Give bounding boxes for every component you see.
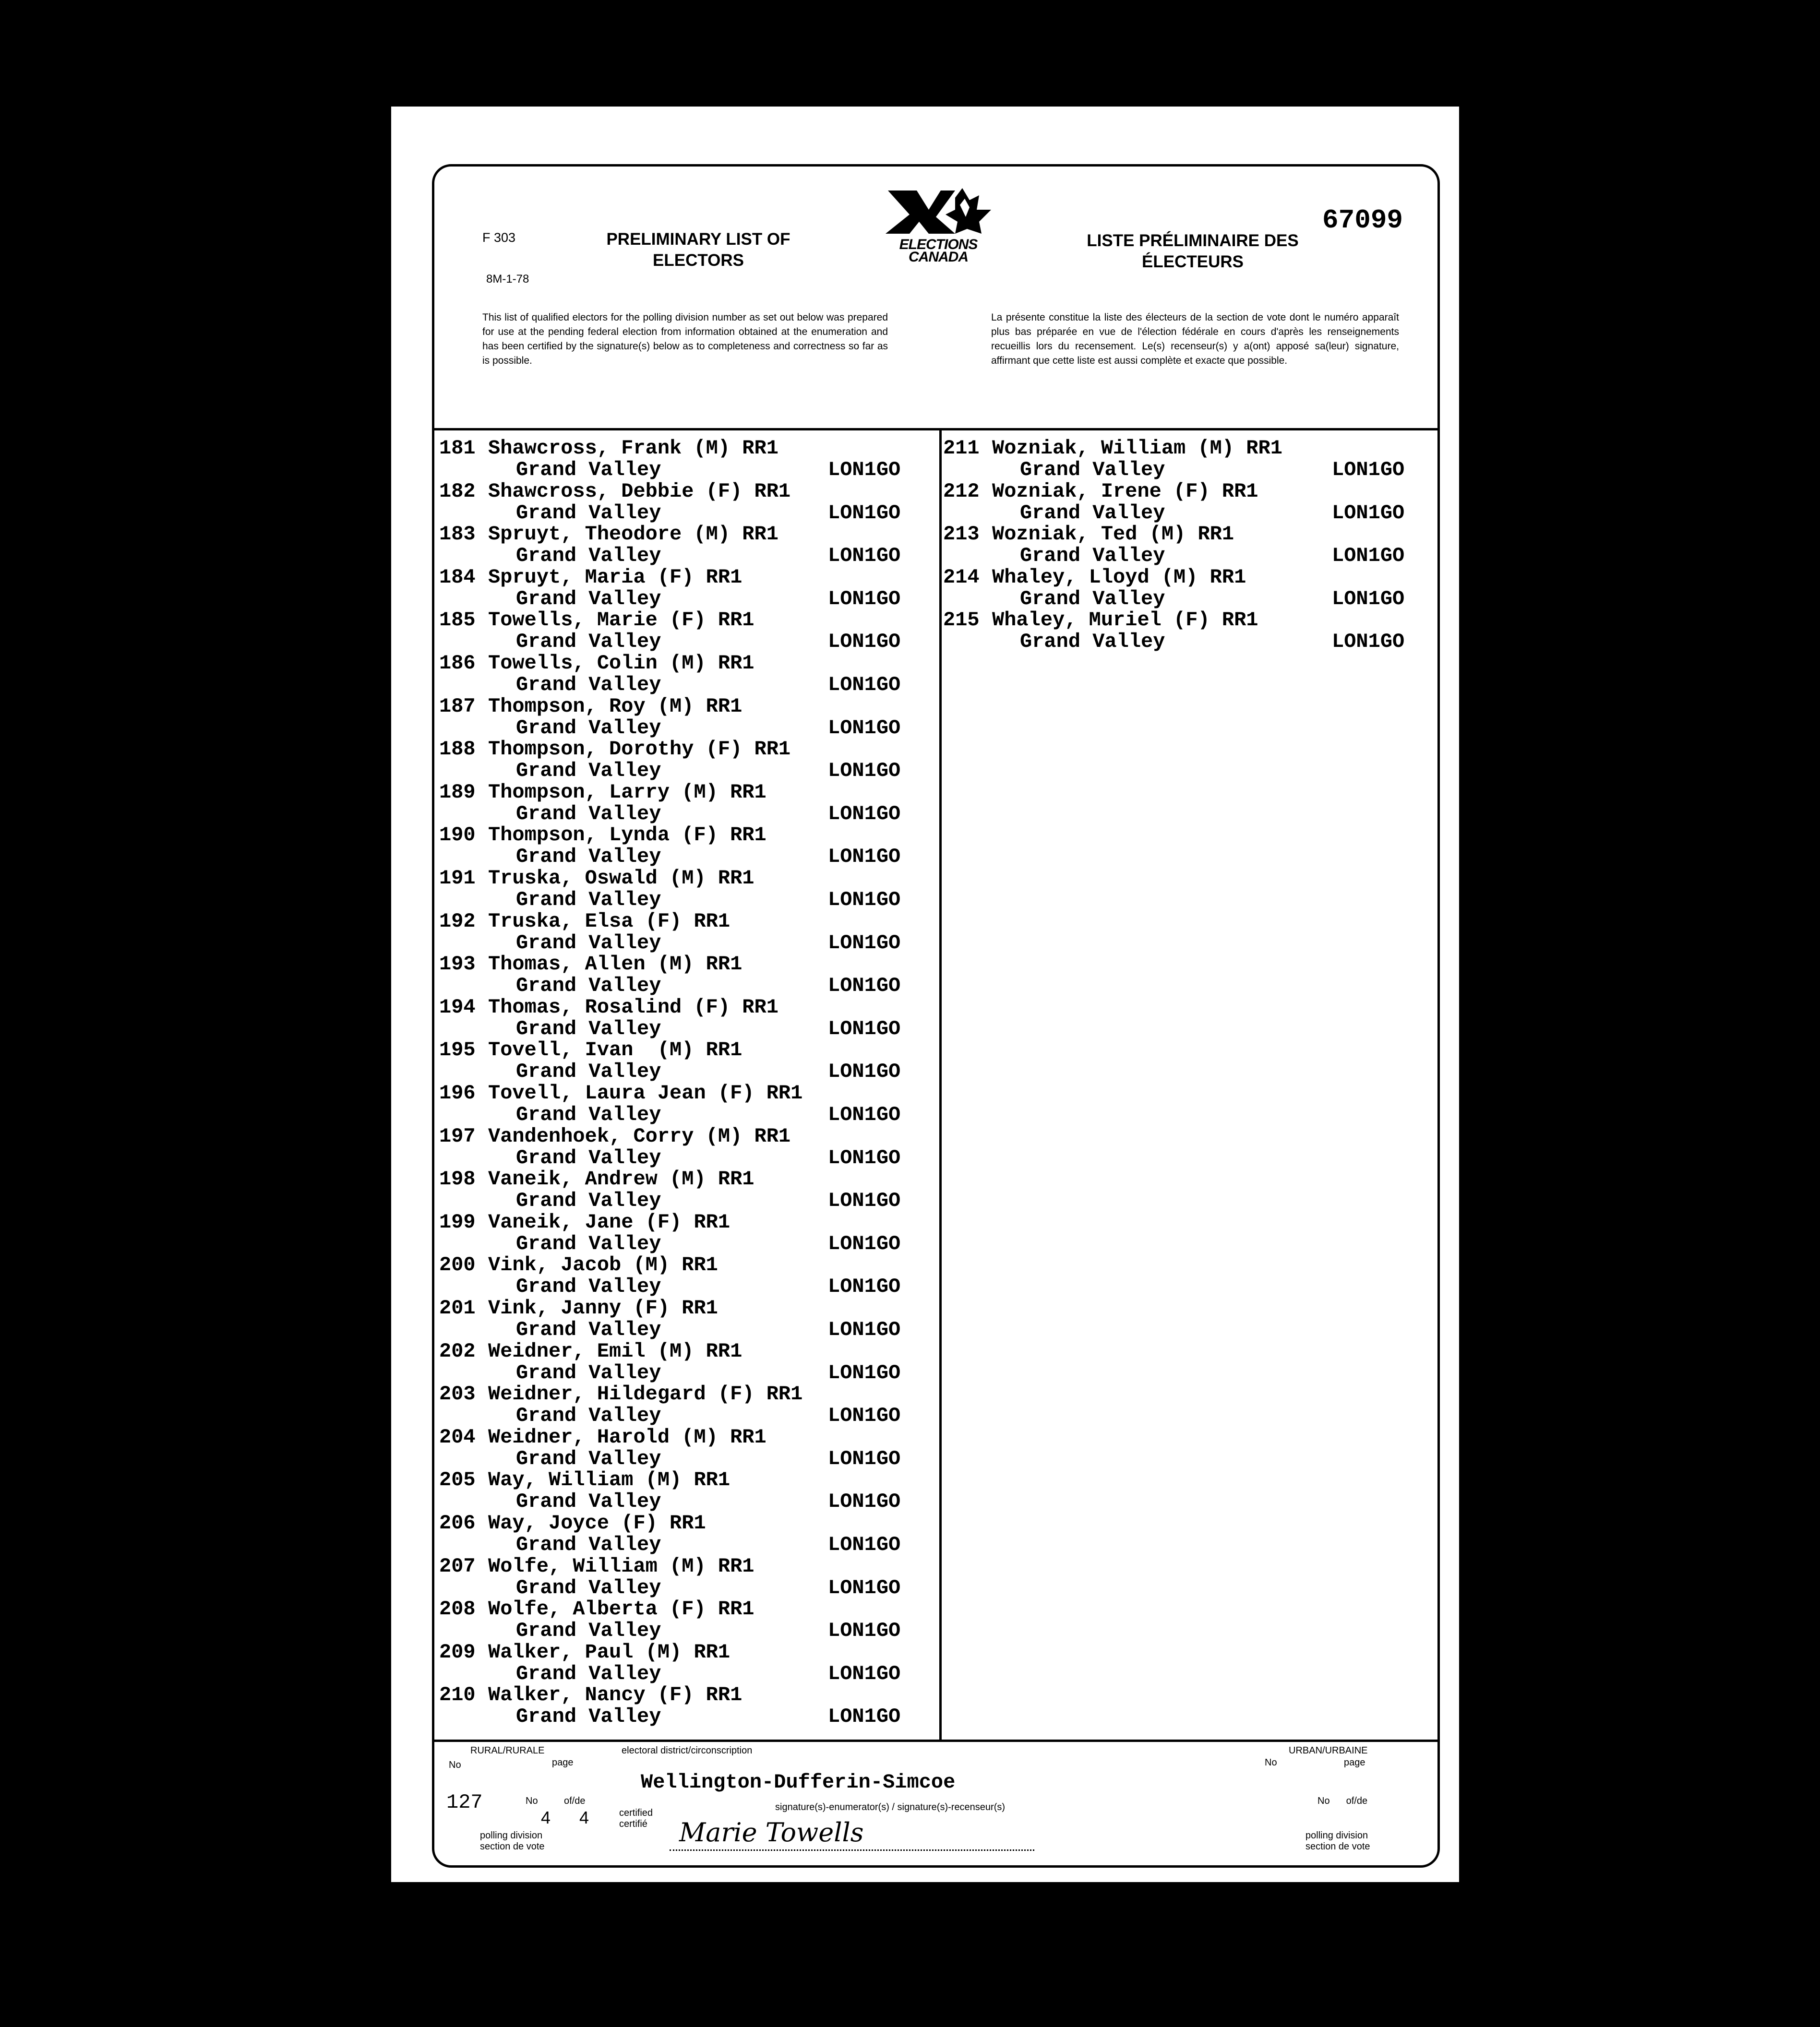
elector-locality: Grand Valley	[516, 1232, 661, 1255]
elector-locality: Grand Valley	[516, 974, 661, 998]
elector-locality: Grand Valley	[516, 1490, 661, 1514]
elector-address	[439, 846, 661, 868]
elector-entry	[439, 739, 790, 760]
elector-name: Thomas, Allen (M) RR1	[488, 953, 742, 976]
elector-number: 195	[439, 1038, 476, 1062]
elector-number: 214	[943, 565, 980, 589]
certifie-label: certifié	[619, 1819, 647, 1829]
district-label: electoral district/circonscription	[622, 1745, 753, 1756]
elector-name: Walker, Paul (M) RR1	[488, 1640, 730, 1664]
elector-locality: Grand Valley	[516, 1060, 661, 1084]
elector-address	[439, 674, 661, 696]
elector-entry	[943, 524, 1234, 545]
elector-number: 213	[943, 523, 980, 546]
elector-address	[439, 1233, 661, 1255]
elector-number: 189	[439, 780, 476, 804]
elector-entry	[439, 1556, 754, 1577]
title-fr-line1: LISTE PRÉLIMINAIRE DES	[1087, 231, 1299, 250]
elector-address	[439, 932, 661, 954]
logo-text-line1: ELECTIONS	[899, 237, 978, 252]
elector-number: 201	[439, 1297, 476, 1320]
elector-locality: Grand Valley	[516, 1662, 661, 1685]
elector-locality: Grand Valley	[516, 1447, 661, 1470]
elector-name: Truska, Elsa (F) RR1	[488, 909, 730, 933]
elector-address	[439, 1104, 661, 1126]
elector-postal-code: LON1GO	[828, 802, 901, 825]
elector-entry	[439, 1169, 754, 1190]
elector-number: 186	[439, 652, 476, 675]
elector-entry	[943, 567, 1246, 588]
elector-number: 181	[439, 437, 476, 460]
urban-page-label: page	[1344, 1757, 1365, 1768]
elector-locality: Grand Valley	[516, 1189, 661, 1213]
elector-number: 185	[439, 608, 476, 632]
elector-postal-code: LON1GO	[828, 1361, 901, 1384]
elector-entry	[439, 1684, 742, 1706]
elector-locality: Grand Valley	[516, 630, 661, 654]
elector-address	[439, 1190, 661, 1212]
elector-postal-code: LON1GO	[828, 974, 901, 998]
elector-locality: Grand Valley	[516, 888, 661, 911]
elector-number: 208	[439, 1598, 476, 1621]
elector-number: 193	[439, 953, 476, 976]
elector-postal-code: LON1GO	[828, 501, 901, 525]
elector-address	[943, 545, 1165, 567]
elector-postal-code: LON1GO	[828, 931, 901, 954]
elector-number: 210	[439, 1683, 476, 1707]
elector-entry	[439, 653, 754, 674]
elector-entry	[439, 609, 754, 631]
elector-postal-code: LON1GO	[828, 1103, 901, 1126]
elector-entry	[439, 868, 754, 889]
elector-entry	[943, 609, 1258, 631]
elector-locality: Grand Valley	[516, 1576, 661, 1599]
elector-postal-code: LON1GO	[828, 630, 901, 654]
elector-number: 192	[439, 909, 476, 933]
elector-postal-code: LON1GO	[828, 1189, 901, 1213]
elector-address	[439, 631, 661, 653]
elector-postal-code: LON1GO	[828, 1447, 901, 1470]
elector-name: Weidner, Hildegard (F) RR1	[488, 1383, 803, 1406]
elector-name: Whaley, Lloyd (M) RR1	[992, 565, 1246, 589]
elector-number: 199	[439, 1210, 476, 1234]
elector-postal-code: LON1GO	[828, 1318, 901, 1341]
of-label: of/de	[564, 1796, 586, 1806]
elector-name: Wolfe, William (M) RR1	[488, 1554, 754, 1578]
elector-number: 188	[439, 738, 476, 761]
elector-address	[439, 717, 661, 739]
elector-address	[439, 1620, 661, 1642]
elector-name: Thompson, Larry (M) RR1	[488, 780, 766, 804]
elector-postal-code: LON1GO	[828, 888, 901, 911]
elector-name: Shawcross, Frank (M) RR1	[488, 437, 778, 460]
elector-locality: Grand Valley	[516, 716, 661, 739]
elector-number: 182	[439, 479, 476, 503]
elector-entry	[439, 1039, 742, 1061]
elector-name: Vink, Janny (F) RR1	[488, 1297, 718, 1320]
elector-entry	[439, 1298, 718, 1319]
urban-page-no-label: No	[1317, 1796, 1330, 1806]
elector-address	[439, 1061, 661, 1083]
elector-postal-code: LON1GO	[1332, 501, 1405, 525]
elector-entry	[439, 1469, 730, 1491]
elector-number: 198	[439, 1168, 476, 1191]
elector-postal-code: LON1GO	[828, 1619, 901, 1643]
elector-locality: Grand Valley	[516, 802, 661, 825]
elector-name: Wolfe, Alberta (F) RR1	[488, 1598, 754, 1621]
elector-postal-code: LON1GO	[828, 845, 901, 869]
elector-entry	[439, 524, 778, 545]
footer-divider	[432, 1740, 1440, 1742]
elector-entry	[439, 911, 730, 932]
elector-entry	[943, 481, 1258, 502]
elector-name: Spruyt, Maria (F) RR1	[488, 565, 742, 589]
elector-name: Shawcross, Debbie (F) RR1	[488, 479, 791, 503]
elector-number: 183	[439, 523, 476, 546]
elector-name: Towells, Colin (M) RR1	[488, 652, 754, 675]
elector-entry	[439, 696, 742, 717]
rural-label: RURAL/RURALE	[470, 1745, 545, 1756]
elector-address	[439, 459, 661, 481]
certified-label: certified	[619, 1808, 653, 1818]
header-divider	[432, 428, 1440, 430]
intro-text-fr: La présente constitue la liste des électeurs de la section de vote dont le numéro apparaît plus bas préparée en vue de l'élection fédérale en cours d'après les renseignements recueillis lors du recensement. Le(s) recenseur(s) y a(ont) apposé sa(leur) signature, affirmant que cette liste est aussi complète et exacte que possible.	[991, 312, 1399, 366]
elector-name: Wozniak, Irene (F) RR1	[992, 479, 1258, 503]
elector-address	[439, 588, 661, 610]
elector-locality: Grand Valley	[516, 1318, 661, 1341]
elector-name: Wozniak, Ted (M) RR1	[992, 523, 1234, 546]
elector-address	[439, 1663, 661, 1685]
elector-entry	[439, 1212, 730, 1233]
elector-address	[439, 803, 661, 825]
elector-address	[439, 1448, 661, 1470]
urban-polling-label-fr: section de vote	[1305, 1841, 1370, 1852]
column-divider	[939, 428, 942, 1740]
elector-name: Thompson, Roy (M) RR1	[488, 694, 742, 718]
elector-postal-code: LON1GO	[828, 716, 901, 739]
elector-name: Wozniak, William (M) RR1	[992, 437, 1282, 460]
urban-of-group	[1317, 1796, 1367, 1807]
elector-locality: Grand Valley	[516, 845, 661, 869]
elector-postal-code: LON1GO	[828, 1404, 901, 1428]
page-no-label: No	[526, 1796, 538, 1806]
elector-entry	[439, 1513, 706, 1534]
elector-postal-code: LON1GO	[828, 1705, 901, 1729]
elector-number: 196	[439, 1082, 476, 1105]
elector-number: 191	[439, 867, 476, 890]
elector-address	[439, 1491, 661, 1513]
elector-address	[439, 889, 661, 911]
urban-no-label: No	[1265, 1757, 1277, 1768]
title-en	[578, 229, 818, 271]
elector-entry	[943, 438, 1282, 459]
logo-text-line2: CANADA	[909, 249, 968, 265]
title-en-line1: PRELIMINARY LIST OF	[606, 230, 790, 249]
title-fr-line2: ÉLECTEURS	[1142, 252, 1244, 271]
elector-number: 207	[439, 1554, 476, 1578]
elector-number: 194	[439, 995, 476, 1019]
elector-name: Vandenhoek, Corry (M) RR1	[488, 1124, 791, 1148]
elector-postal-code: LON1GO	[828, 1146, 901, 1169]
elector-name: Spruyt, Theodore (M) RR1	[488, 523, 778, 546]
elector-name: Way, William (M) RR1	[488, 1468, 730, 1492]
title-fr	[1063, 230, 1322, 273]
elector-entry	[439, 1642, 730, 1663]
elector-number: 205	[439, 1468, 476, 1492]
elector-locality: Grand Valley	[516, 1275, 661, 1299]
page-label: page	[552, 1757, 574, 1768]
urban-of-label: of/de	[1346, 1796, 1368, 1806]
elector-number: 211	[943, 437, 980, 460]
elector-number: 209	[439, 1640, 476, 1664]
elector-locality: Grand Valley	[516, 544, 661, 568]
signature-line	[670, 1849, 1034, 1852]
elector-postal-code: LON1GO	[828, 1060, 901, 1084]
elector-address	[943, 459, 1165, 481]
elector-postal-code: LON1GO	[1332, 458, 1405, 481]
elector-name: Walker, Nancy (F) RR1	[488, 1683, 742, 1707]
elector-postal-code: LON1GO	[828, 1017, 901, 1040]
elector-address	[439, 975, 661, 997]
elector-number: 197	[439, 1124, 476, 1148]
elector-locality: Grand Valley	[516, 1103, 661, 1126]
elector-address	[439, 1706, 661, 1728]
elector-address	[439, 1362, 661, 1384]
polling-label-fr: section de vote	[480, 1841, 545, 1852]
elector-entry	[439, 1341, 742, 1362]
district-name: Wellington-Dufferin-Simcoe	[641, 1771, 956, 1794]
elector-postal-code: LON1GO	[828, 1576, 901, 1599]
elector-locality: Grand Valley	[516, 1404, 661, 1428]
elector-postal-code: LON1GO	[828, 673, 901, 696]
elector-number: 215	[943, 608, 980, 632]
elector-name: Vaneik, Jane (F) RR1	[488, 1210, 730, 1234]
elector-number: 202	[439, 1339, 476, 1363]
elector-entry	[439, 1254, 718, 1276]
elections-canada-logo	[883, 188, 994, 265]
elector-postal-code: LON1GO	[828, 1275, 901, 1299]
elector-locality: Grand Valley	[516, 931, 661, 954]
elector-locality: Grand Valley	[516, 1361, 661, 1384]
elector-locality: Grand Valley	[516, 1017, 661, 1040]
elector-locality: Grand Valley	[516, 1146, 661, 1169]
elector-locality: Grand Valley	[516, 1705, 661, 1729]
elector-name: Weidner, Harold (M) RR1	[488, 1425, 766, 1449]
elector-address	[439, 760, 661, 782]
elector-number: 203	[439, 1383, 476, 1406]
elector-number: 206	[439, 1512, 476, 1535]
elector-postal-code: LON1GO	[828, 1533, 901, 1556]
elector-entry	[439, 438, 778, 459]
election-list-sheet	[391, 107, 1459, 1882]
elector-name: Thompson, Lynda (F) RR1	[488, 823, 766, 847]
elector-number: 204	[439, 1425, 476, 1449]
elector-locality: Grand Valley	[516, 458, 661, 481]
elector-locality: Grand Valley	[516, 673, 661, 696]
elector-name: Towells, Marie (F) RR1	[488, 608, 754, 632]
elector-postal-code: LON1GO	[828, 1490, 901, 1514]
elector-address	[439, 1577, 661, 1599]
serial-number: 67099	[1322, 205, 1403, 236]
elector-address	[439, 1319, 661, 1341]
elector-number: 184	[439, 565, 476, 589]
elector-name: Tovell, Laura Jean (F) RR1	[488, 1082, 803, 1105]
elector-locality: Grand Valley	[516, 501, 661, 525]
elector-entry	[439, 567, 742, 588]
urban-polling-label-en: polling division	[1305, 1830, 1368, 1841]
maple-leaf-icon	[883, 188, 994, 236]
urban-label: URBAN/URBAINE	[1289, 1745, 1368, 1756]
elector-entry	[439, 1383, 802, 1405]
page-total: 4	[579, 1808, 589, 1827]
no-label: No	[449, 1760, 461, 1770]
elector-postal-code: LON1GO	[828, 759, 901, 783]
elector-entry	[439, 997, 778, 1018]
elector-locality: Grand Valley	[516, 587, 661, 610]
elector-locality: Grand Valley	[1020, 501, 1165, 525]
elector-entry	[439, 1126, 790, 1147]
elector-postal-code: LON1GO	[1332, 587, 1405, 610]
form-number: F 303	[482, 230, 516, 245]
polling-label-en: polling division	[480, 1830, 543, 1841]
elector-locality: Grand Valley	[1020, 544, 1165, 568]
elector-number: 190	[439, 823, 476, 847]
elector-entry	[439, 481, 790, 502]
elector-address	[943, 588, 1165, 610]
signature-label: signature(s)-enumerator(s) / signature(s)-recenseur(s)	[775, 1802, 1006, 1812]
elector-entry	[439, 782, 766, 803]
elector-address	[439, 1534, 661, 1556]
elector-postal-code: LON1GO	[1332, 630, 1405, 654]
elector-locality: Grand Valley	[516, 1533, 661, 1556]
elector-postal-code: LON1GO	[828, 458, 901, 481]
polling-division-number: 127	[446, 1791, 483, 1814]
elector-name: Weidner, Emil (M) RR1	[488, 1339, 742, 1363]
elector-entry	[439, 824, 766, 846]
elector-postal-code: LON1GO	[828, 587, 901, 610]
elector-entry	[439, 1427, 766, 1448]
elector-name: Thompson, Dorothy (F) RR1	[488, 738, 791, 761]
elector-address	[439, 502, 661, 524]
elector-name: Vaneik, Andrew (M) RR1	[488, 1168, 754, 1191]
elector-locality: Grand Valley	[1020, 630, 1165, 654]
elector-address	[439, 1276, 661, 1298]
elector-name: Way, Joyce (F) RR1	[488, 1512, 706, 1535]
elector-number: 200	[439, 1253, 476, 1277]
title-en-line2: ELECTORS	[653, 251, 744, 270]
elector-postal-code: LON1GO	[828, 544, 901, 568]
elector-number: 212	[943, 479, 980, 503]
elector-address	[943, 502, 1165, 524]
enumerator-signature: Marie Towells	[679, 1817, 864, 1848]
elector-locality: Grand Valley	[1020, 458, 1165, 481]
elector-postal-code: LON1GO	[828, 1662, 901, 1685]
elector-address	[943, 631, 1165, 653]
elector-entry	[439, 1083, 802, 1104]
elector-locality: Grand Valley	[1020, 587, 1165, 610]
elector-name: Thomas, Rosalind (F) RR1	[488, 995, 778, 1019]
elector-postal-code: LON1GO	[1332, 544, 1405, 568]
elector-locality: Grand Valley	[516, 759, 661, 783]
elector-name: Tovell, Ivan (M) RR1	[488, 1038, 742, 1062]
elector-address	[439, 1147, 661, 1169]
elector-locality: Grand Valley	[516, 1619, 661, 1643]
elector-entry	[439, 1598, 754, 1620]
page-number: 4	[541, 1808, 551, 1827]
elector-name: Whaley, Muriel (F) RR1	[992, 608, 1258, 632]
elector-address	[439, 1018, 661, 1040]
elector-address	[439, 1405, 661, 1427]
elector-number: 187	[439, 694, 476, 718]
elector-name: Truska, Oswald (M) RR1	[488, 867, 754, 890]
elector-name: Vink, Jacob (M) RR1	[488, 1253, 718, 1277]
intro-text-en: This list of qualified electors for the polling division number as set out below was prepared for use at the pending federal election from information obtained at the enumeration and has been certified by the signature(s) below as to completeness and correctness so far as is possible.	[482, 312, 888, 366]
elector-postal-code: LON1GO	[828, 1232, 901, 1255]
elector-address	[439, 545, 661, 567]
form-date: 8M-1-78	[486, 273, 529, 286]
elector-entry	[439, 954, 742, 975]
